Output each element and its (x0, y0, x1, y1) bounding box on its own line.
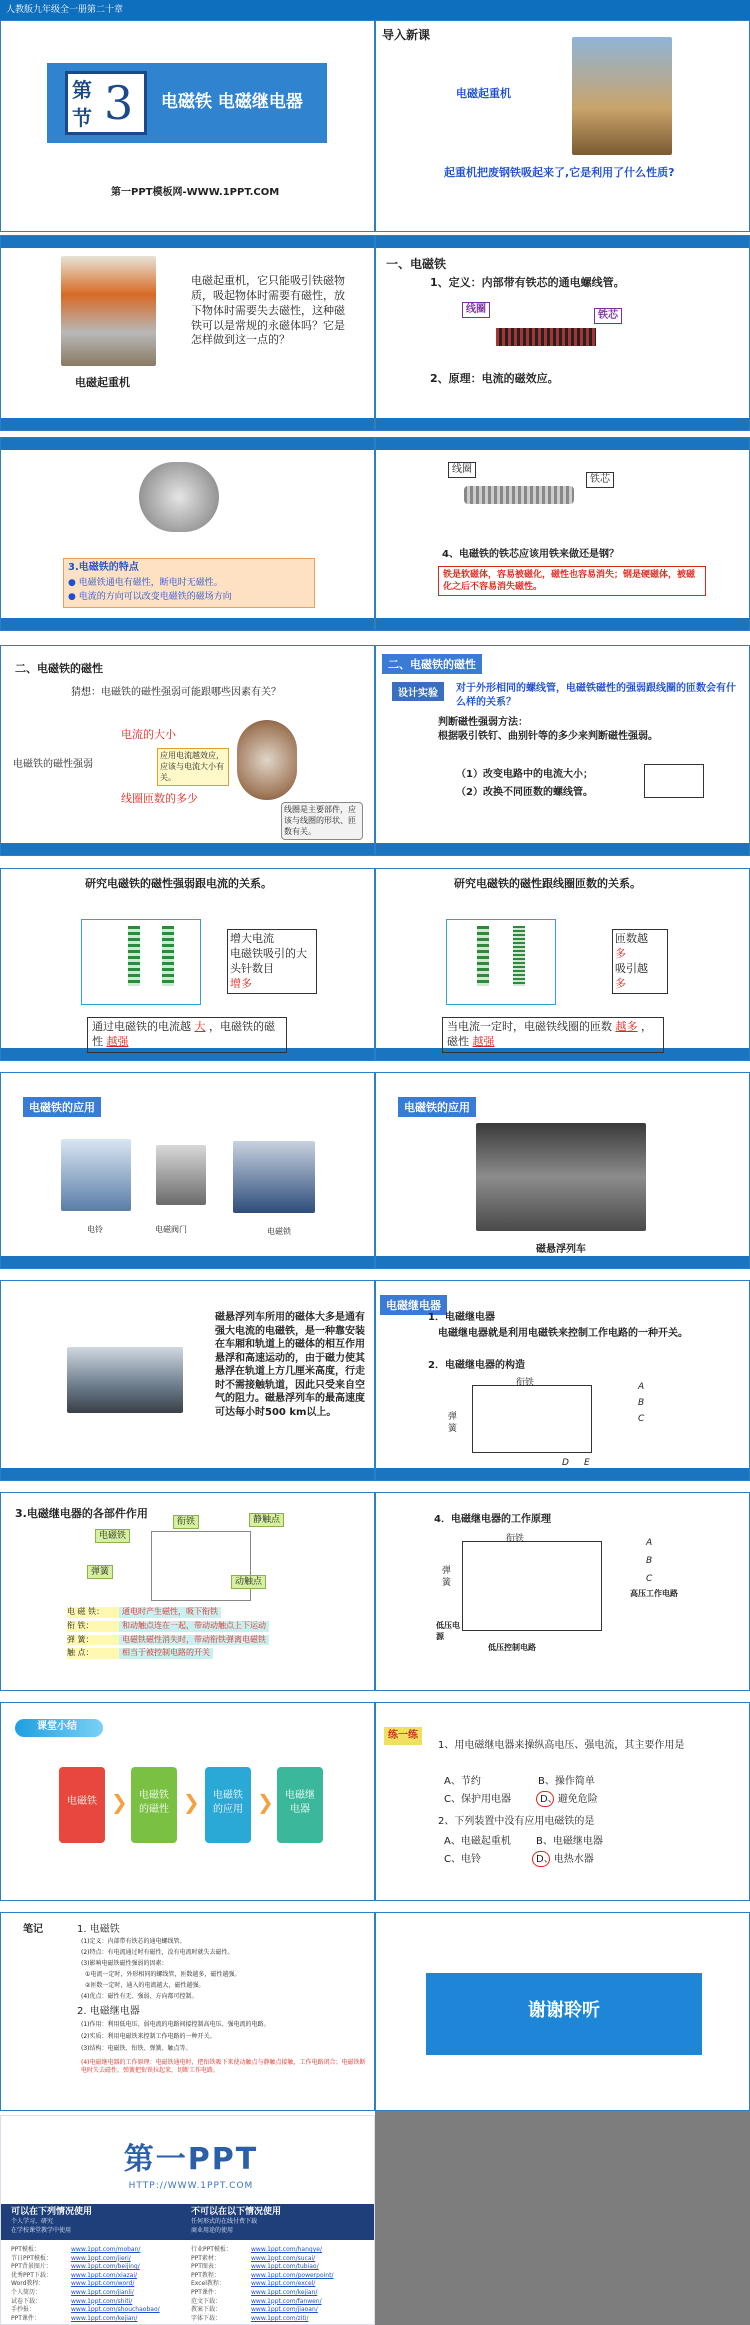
credits-link-right-row (191, 2280, 361, 2289)
part-label-spring: 弹簧 (87, 1565, 113, 1579)
summary-step-4 (277, 1767, 323, 1843)
q1-option-a[interactable]: A、节约 (444, 1776, 481, 1787)
maglev-train-image (67, 1347, 183, 1413)
high-voltage-label: 高压工作电路 (630, 1589, 678, 1598)
credits-link-right-label: PPT素材： (191, 2254, 220, 2262)
slide-notes (0, 1912, 375, 2111)
coil-few (477, 926, 489, 986)
credits-link-right-label: Excel教程： (191, 2280, 225, 2288)
relay-item-2: 2．电磁继电器的构造 (428, 1360, 525, 1371)
credits-link-right-label: 教案下载： (191, 2306, 222, 2314)
allowed-line-1: 个人学习、研究 (11, 2218, 54, 2225)
q2-option-a[interactable]: A、电磁起重机 (444, 1836, 511, 1847)
note-4: ①电流一定时，外形相同的螺线管，匝数越多，磁性越强。 (85, 1971, 241, 1978)
credits-links-left (11, 2246, 181, 2323)
parts-key-1: 电 磁 铁： (67, 1607, 119, 1618)
relay-item-1: 1．电磁继电器 (428, 1312, 495, 1323)
turns-line-2: 吸引越 (615, 961, 648, 975)
relay-parts-title: 3.电磁继电器的各部件作用 (15, 1507, 148, 1520)
slide-relay-principle (375, 1492, 750, 1691)
bell-photo (61, 1139, 131, 1211)
coil-many (513, 926, 525, 986)
badge-char-b: 节 (72, 106, 92, 130)
notes-tag: 笔记 (23, 1924, 43, 1935)
spring-coil-diagram (464, 486, 574, 504)
credits-link-left-link[interactable]: www.1ppt.com/word/ (71, 2280, 135, 2288)
slide-magnetism-guess (0, 645, 375, 856)
allowed-line-2: 在学校课堂教学中使用 (11, 2227, 72, 2234)
summary-tag: 课堂小结 (37, 1721, 77, 1732)
principle-terminal-c: C (646, 1574, 653, 1584)
relay-principle-title: 4．电磁继电器的工作原理 (434, 1514, 551, 1525)
turns-line-1: 匝数越 (615, 932, 648, 945)
parts-value-2: 和动触点连在一起，带动动触点上下运动 (119, 1621, 269, 1632)
turns-conclusion-part-2: ，磁性 (447, 1020, 652, 1048)
conclusion-fill-2: 越强 (106, 1034, 129, 1048)
magnetism-heading: 二、电磁铁的磁性 (15, 662, 103, 675)
experiment-tag: 设计实验 (392, 682, 444, 701)
coil-diagram (496, 328, 596, 346)
observation-line-2: 电磁铁吸引的大头针数目 (230, 946, 307, 975)
q1-option-c[interactable]: C、保护用电器 (444, 1794, 511, 1805)
credits-link-left-label: 节日PPT模板： (11, 2254, 52, 2262)
summary-step-4-label: 电磁继电器 (285, 1790, 315, 1815)
credits-link-right-link[interactable]: www.1ppt.com/kejian/ (251, 2288, 318, 2296)
core-answer: 铁是软磁体，容易被磁化，磁性也容易消失；钢是硬磁体，被磁化之后不容易消失磁性。 (438, 566, 706, 596)
relay-tag: 电磁继电器 (380, 1295, 447, 1315)
principle-spring-label: 弹簧 (442, 1566, 452, 1589)
principle-terminal-a: A (646, 1538, 653, 1548)
credits-link-right-row (191, 2255, 361, 2264)
forbidden-line-2: 商业用途的使用 (191, 2227, 234, 2234)
turns-conclusion-fill-1: 越多 (615, 1020, 638, 1033)
credits-link-left-row (11, 2280, 181, 2289)
credits-link-left-row (11, 2298, 181, 2307)
note-8: (2)实质：利用电磁铁来控制工作电路的一种开关。 (81, 2033, 216, 2040)
parts-key-3: 弹 簧： (67, 1635, 119, 1646)
factor-turns: 线圈匝数的多少 (121, 792, 198, 805)
electromagnet-model (237, 720, 297, 800)
credits-link-right-link[interactable]: www.1ppt.com/jiaoan/ (251, 2306, 318, 2314)
arrow-icon-1: ❯ (111, 1790, 128, 1814)
note-current: 应用电流越效应，应该与电流大小有关。 (157, 748, 229, 786)
definition-item-2: 2、原理：电流的磁效应。 (430, 372, 559, 385)
credits-link-right-row (191, 2315, 361, 2324)
credits-link-left-label: PPT模板： (11, 2246, 40, 2253)
part-label-moving-contact: 动触点 (231, 1575, 266, 1589)
slide-practice (375, 1702, 750, 1901)
maglev-caption: 磁悬浮列车 (536, 1244, 586, 1255)
credits-link-left-link[interactable]: www.1ppt.com/shouchaobao/ (71, 2306, 160, 2314)
credits-link-right-label: 行业PPT模板： (191, 2246, 232, 2253)
magnetism-tag: 二、电磁铁的磁性 (382, 654, 482, 674)
credits-link-left-label: 个人简历： (11, 2288, 42, 2296)
credits-link-right-link[interactable]: www.1ppt.com/sucai/ (251, 2254, 316, 2262)
credits-link-right-label: PPT课件： (191, 2288, 220, 2296)
credits-link-left-row (11, 2306, 181, 2315)
note-7: (1)作用：利用低电压、弱电流的电路间接控制高电压、强电流的电路。 (81, 2021, 270, 2028)
practice-tag: 练一练 (384, 1727, 422, 1745)
terminal-b: B (638, 1398, 645, 1408)
turns-fill-2: 多 (615, 976, 626, 990)
circuit-diagram (644, 764, 704, 798)
notes-h1: 1. 电磁铁 (77, 1924, 120, 1935)
credits-link-left-row (11, 2315, 181, 2324)
slide-definition (375, 235, 750, 431)
current-observation-box (227, 929, 317, 994)
credits-link-left-link[interactable]: www.1ppt.com/moban/ (71, 2246, 141, 2253)
slide-summary (0, 1702, 375, 1901)
applications-tag-2: 电磁铁的应用 (398, 1097, 476, 1117)
slide-applications-1 (0, 1072, 375, 1269)
parts-value-4: 相当于被控制电路的开关 (119, 1648, 213, 1659)
credits-logo: 第一PPT (123, 2142, 259, 2177)
slide-turns-relation (375, 868, 750, 1061)
slide-thanks (375, 1912, 750, 2111)
parts-key-4: 触 点： (67, 1648, 119, 1659)
features-bullet-2-text: 电流的方向可以改变电磁铁的磁场方向 (78, 592, 232, 602)
terminal-e: E (584, 1458, 590, 1468)
note-3: (3)影响电磁铁磁性强弱的因素： (81, 1960, 168, 1967)
step-2: （2）改换不同匝数的螺线管。 (456, 787, 593, 798)
note-10: (4)电磁继电器的工作原理：电磁铁通电时，把衔铁吸下来使动触点与静触点接触，工作电路闭合；电磁铁断电时失去磁性，弹簧把衔铁拉起来，切断工作电路。 (81, 2059, 366, 2075)
coil-a (128, 926, 140, 986)
credits-link-left-label: PPT背景图片： (11, 2263, 52, 2271)
summary-step-1 (59, 1767, 105, 1843)
turns-circuit (446, 919, 556, 1005)
relay-principle-diagram (462, 1541, 602, 1631)
slide-maglev (0, 1280, 375, 1481)
practice-q2: 2、下列装置中没有应用电磁铁的是 (438, 1816, 595, 1827)
valve-caption: 电磁阀门 (155, 1225, 187, 1234)
credits-link-right-link[interactable]: www.1ppt.com/excel/ (251, 2280, 316, 2288)
credits-link-left-label: PPT课件： (11, 2314, 40, 2322)
credits-link-left-row (11, 2246, 181, 2255)
q1-option-b[interactable]: B、操作简单 (538, 1776, 595, 1787)
note-5: ②匝数一定时，通入的电流越大，磁性越强。 (85, 1982, 205, 1989)
bell-caption: 电铃 (87, 1225, 103, 1234)
relay-spring-label: 弹簧 (448, 1412, 458, 1435)
arrow-icon-2: ❯ (183, 1790, 200, 1814)
credits-link-left-row (11, 2289, 181, 2298)
valve-photo (156, 1145, 206, 1205)
practice-q1: 1、用电磁继电器来操纵高电压、强电流，其主要作用是 (438, 1740, 685, 1751)
credits-link-left-link[interactable]: www.1ppt.com/kejian/ (71, 2314, 138, 2322)
credits-usage-band (1, 2204, 375, 2240)
credits-link-left-row (11, 2263, 181, 2272)
low-power-label: 低压电源 (436, 1621, 460, 1641)
low-voltage-label: 低压控制电路 (488, 1643, 536, 1652)
credits-url: HTTP://WWW.1PPT.COM (128, 2181, 254, 2191)
slide-title-text: 电磁铁 电磁继电器 (161, 92, 303, 112)
summary-step-2-label: 电磁铁的磁性 (139, 1790, 169, 1815)
credits-link-right-row (191, 2289, 361, 2298)
features-box-title: 3.电磁铁的特点 (68, 562, 139, 573)
features-box (63, 558, 315, 608)
slide-title (0, 20, 375, 232)
lock-photo (233, 1141, 315, 1213)
method-title: 判断磁性强弱方法： (438, 717, 528, 728)
credits-link-right-label: 字体下载： (191, 2314, 222, 2322)
current-relation-title: 研究电磁铁的磁性强弱跟电流的关系。 (85, 877, 272, 890)
credits-link-right-label: 范文下载： (191, 2297, 222, 2305)
conclusion-part-2: ，电磁铁的磁性 (92, 1020, 275, 1048)
arrow-icon-3: ❯ (257, 1790, 274, 1814)
note-turns: 线圈是主要部件，应该与线圈的形状、匝数有关。 (281, 802, 363, 840)
note-6: (4)优点：磁性有无、强弱、方向都可控制。 (81, 1993, 198, 2000)
slide-title-footer: 第一PPT模板网-WWW.1PPT.COM (111, 187, 280, 198)
parts-value-1: 通电时产生磁性，吸下衔铁 (119, 1607, 221, 1618)
crane-image-caption: 电磁起重机 (75, 376, 130, 389)
credits-link-right-label: PPT教程： (191, 2271, 220, 2279)
method-text: 根据吸引铁钉、曲别针等的多少来判断磁性强弱。 (438, 731, 658, 742)
slide-credits (0, 2115, 375, 2325)
crane-photo (572, 37, 672, 155)
relay-parts-table (67, 1607, 299, 1659)
maglev-photo (476, 1123, 646, 1231)
principle-armature-label: 衔铁 (506, 1534, 525, 1544)
summary-step-3 (205, 1767, 251, 1843)
relay-item-1b: 电磁继电器就是利用电磁铁来控制工作电路的一种开关。 (438, 1328, 688, 1339)
badge-number: 3 (104, 76, 134, 130)
principle-terminal-b: B (646, 1556, 653, 1566)
observation-fill: 增多 (230, 976, 252, 990)
current-circuit (81, 919, 201, 1005)
credits-link-right-row (191, 2263, 361, 2272)
summary-step-3-label: 电磁铁的应用 (213, 1790, 243, 1815)
relay-parts-diagram (151, 1531, 251, 1601)
experiment-question: 对于外形相同的螺线管，电磁铁磁性的强弱跟线圈的匝数会有什么样的关系？ (456, 683, 736, 708)
relay-armature-label: 衔铁 (516, 1378, 535, 1388)
core-question: 4、电磁铁的铁芯应该用铁来做还是钢？ (442, 549, 619, 560)
turns-conclusion (442, 1017, 664, 1053)
magnetism-left: 电磁铁的磁性强弱 (13, 759, 93, 770)
terminal-c: C (638, 1414, 645, 1424)
current-conclusion (87, 1017, 287, 1053)
turns-fill-1: 多 (615, 946, 626, 960)
features-bullet-2: ● 电流的方向可以改变电磁铁的磁场方向 (68, 592, 232, 602)
conclusion-part-1: 通过电磁铁的电流越 (92, 1020, 191, 1033)
step-1: （1）改变电路中的电流大小； (456, 769, 593, 780)
slide-relay-parts (0, 1492, 375, 1691)
intro-question: 起重机把废钢铁吸起来了,它是利用了什么性质? (444, 166, 675, 179)
turns-conclusion-part-1: 当电流一定时，电磁铁线圈的匝数 (447, 1020, 612, 1033)
applications-tag: 电磁铁的应用 (23, 1097, 101, 1117)
parts-row-1 (67, 1607, 299, 1618)
features-bullet-1: ● 电磁铁通电有磁性，断电时无磁性。 (68, 578, 223, 588)
observation-line-1: 增大电流 (230, 932, 274, 945)
credits-link-left-label: 手抄报： (11, 2306, 36, 2314)
note-2: (2)特点：有电流通过时有磁性，没有电流时就失去磁性。 (81, 1949, 234, 1956)
magnetism-guess: 猜想：电磁铁的磁性强弱可能跟哪些因素有关？ (71, 687, 281, 698)
credits-link-right-link[interactable]: www.1ppt.com/ziti/ (251, 2314, 309, 2322)
core-label-2: 铁芯 (586, 472, 614, 488)
credits-link-right-row (191, 2306, 361, 2315)
coil-b (162, 926, 174, 986)
credits-link-left-label: 优秀PPT下载： (11, 2271, 52, 2279)
terminal-d: D (562, 1458, 569, 1468)
q2-option-b[interactable]: B、电磁继电器 (536, 1836, 603, 1847)
slide-applications-2 (375, 1072, 750, 1269)
note-1: (1)定义：内部带有铁芯的通电螺线管。 (81, 1938, 186, 1945)
credits-link-left-link[interactable]: www.1ppt.com/xiazai/ (71, 2271, 138, 2279)
forbidden-title: 不可以在以下情况使用 (191, 2207, 282, 2217)
slide-crane (0, 235, 375, 431)
credits-link-right-row (191, 2246, 361, 2255)
part-label-static-contact: 静触点 (249, 1513, 284, 1527)
summary-step-1-label: 电磁铁 (67, 1796, 97, 1807)
allowed-title: 可以在下列情况使用 (11, 2207, 93, 2217)
conclusion-fill-1: 大 (194, 1020, 206, 1033)
thanks-text: 谢谢聆听 (528, 2000, 600, 2021)
slide-current-relation (0, 868, 375, 1061)
part-label-armature: 衔铁 (173, 1515, 199, 1529)
credits-link-left-label: 试卷下载： (11, 2297, 42, 2305)
slide-features (0, 437, 375, 631)
credits-link-right-link[interactable]: www.1ppt.com/fanwen/ (251, 2297, 322, 2305)
q1-option-d[interactable]: D、避免危险 (540, 1794, 598, 1805)
parts-key-2: 衔 铁： (67, 1621, 119, 1632)
credits-link-right-link[interactable]: www.1ppt.com/hangye/ (251, 2246, 322, 2253)
coil-label: 线圈 (462, 302, 490, 318)
crane-body-text: 电磁起重机，它只能吸引铁磁物质，吸起物体时需要有磁性，放下物体时需要失去磁性，这种磁铁可以是常规的永磁体吗？它是怎样做到这一点的？ (191, 274, 345, 347)
intro-heading: 导入新课 (382, 28, 431, 42)
credits-link-left-link[interactable]: www.1ppt.com/jianli/ (71, 2288, 134, 2296)
parts-value-3: 电磁铁磁性消失时，带动衔铁弹离电磁铁 (119, 1635, 269, 1646)
factor-current: 电流的大小 (121, 728, 176, 741)
parts-row-3 (67, 1635, 299, 1646)
turns-observation-box (612, 929, 668, 994)
credits-link-left-label: Word教程： (11, 2280, 45, 2288)
turns-relation-title: 研究电磁铁的磁性跟线圈匝数的关系。 (454, 877, 641, 890)
parts-row-4 (67, 1648, 299, 1659)
q2-option-c[interactable]: C、电铃 (444, 1854, 481, 1865)
credits-link-left-row (11, 2255, 181, 2264)
slide-intro (375, 20, 750, 232)
credits-link-right-row (191, 2298, 361, 2307)
credits-link-right-label: PPT图表： (191, 2263, 220, 2271)
maglev-body-text: 磁悬浮列车所用的磁体大多是通有强大电流的电磁铁，是一种靠安装在车厢和轨道上的磁体的相互作用悬浮和高速运动的，由于磁力使其悬浮在轨道上方几厘米高度，行走时不需接触轨道，因此只受来自空气的阻力。磁悬浮列车的最高速度可达每小时500 km以上。 (215, 1312, 365, 1418)
note-9: (3)结构：电磁铁、衔铁、弹簧、触点等。 (81, 2045, 192, 2052)
slide-experiment-design (375, 645, 750, 856)
definition-heading: 一、电磁铁 (386, 257, 447, 271)
empty-gray-area (375, 2111, 750, 2325)
terminal-a: A (638, 1382, 645, 1392)
slide-relay-structure (375, 1280, 750, 1481)
summary-step-2 (131, 1767, 177, 1843)
forbidden-line-1: 任何形式的在线付费下载 (191, 2218, 258, 2225)
turns-conclusion-fill-2: 越强 (472, 1034, 495, 1048)
section-badge (65, 71, 147, 135)
credits-link-left-link[interactable]: www.1ppt.com/beijing/ (71, 2263, 140, 2271)
credits-link-right-link[interactable]: www.1ppt.com/powerpoint/ (251, 2271, 334, 2279)
notes-h2: 2. 电磁继电器 (77, 2006, 140, 2017)
credits-link-right-link[interactable]: www.1ppt.com/tubiao/ (251, 2263, 319, 2271)
credits-link-left-link[interactable]: www.1ppt.com/shiti/ (71, 2297, 133, 2305)
crane-caption: 电磁起重机 (456, 87, 511, 100)
lock-caption: 电磁锁 (267, 1227, 291, 1236)
part-label-electromagnet: 电磁铁 (95, 1529, 130, 1543)
relay-structure-diagram (472, 1385, 592, 1453)
core-label: 铁芯 (594, 308, 622, 324)
definition-item-1: 1、定义：内部带有铁芯的通电螺线管。 (430, 276, 625, 289)
crane-image (61, 256, 156, 366)
parts-row-2 (67, 1621, 299, 1632)
electromagnet-photo (139, 462, 219, 532)
document-header: 人教版九年级全一册第二十章 (0, 0, 750, 20)
features-bullet-1-text: 电磁铁通电有磁性，断电时无磁性。 (78, 578, 223, 588)
credits-links-right (191, 2246, 361, 2323)
badge-char-a: 第 (72, 78, 92, 102)
q2-option-d[interactable]: D、电热水器 (536, 1854, 594, 1865)
slide-core-material (375, 437, 750, 631)
credits-link-left-link[interactable]: www.1ppt.com/jieri/ (71, 2254, 131, 2262)
coil-label-2: 线圈 (448, 462, 476, 478)
